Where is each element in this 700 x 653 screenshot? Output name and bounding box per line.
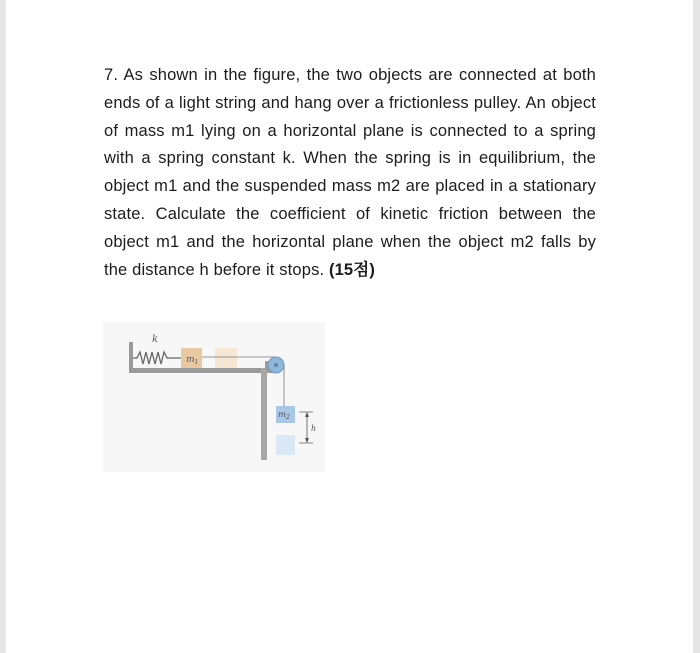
m2-label: $m_2$ — [278, 410, 290, 421]
wall — [129, 342, 133, 369]
figure-diagram — [103, 322, 325, 472]
table-surface — [129, 368, 278, 373]
problem-text — [104, 62, 596, 284]
h-label: h — [311, 424, 317, 433]
page-edge-left — [0, 0, 6, 653]
problem-points: (15점) — [328, 260, 375, 279]
spring-label: k — [152, 334, 159, 345]
problem-number: 7. — [104, 66, 119, 84]
m1-label: $m_1$ — [186, 355, 199, 366]
page-edge-right — [693, 0, 700, 653]
block-m1-final-position — [215, 348, 237, 368]
problem-statement: As shown in the figure, the two objects are connected at both ends of a light string and hang over a frictionless pulley. An object of mass m1 lying on a horizontal plane is connected to a spring with a spring constant k. When the spring is in equilibrium, the object m1 and the suspended mass m2 are placed in a stationary state. Calculate the coefficient of kinetic friction between the object m1 and the horizontal plane when the object m2 falls by the distance h before it stops. — [104, 66, 596, 279]
pulley-axle — [274, 363, 278, 367]
block-m2-final-position — [276, 435, 295, 455]
table-edge — [261, 368, 267, 460]
physics-figure — [103, 322, 325, 472]
